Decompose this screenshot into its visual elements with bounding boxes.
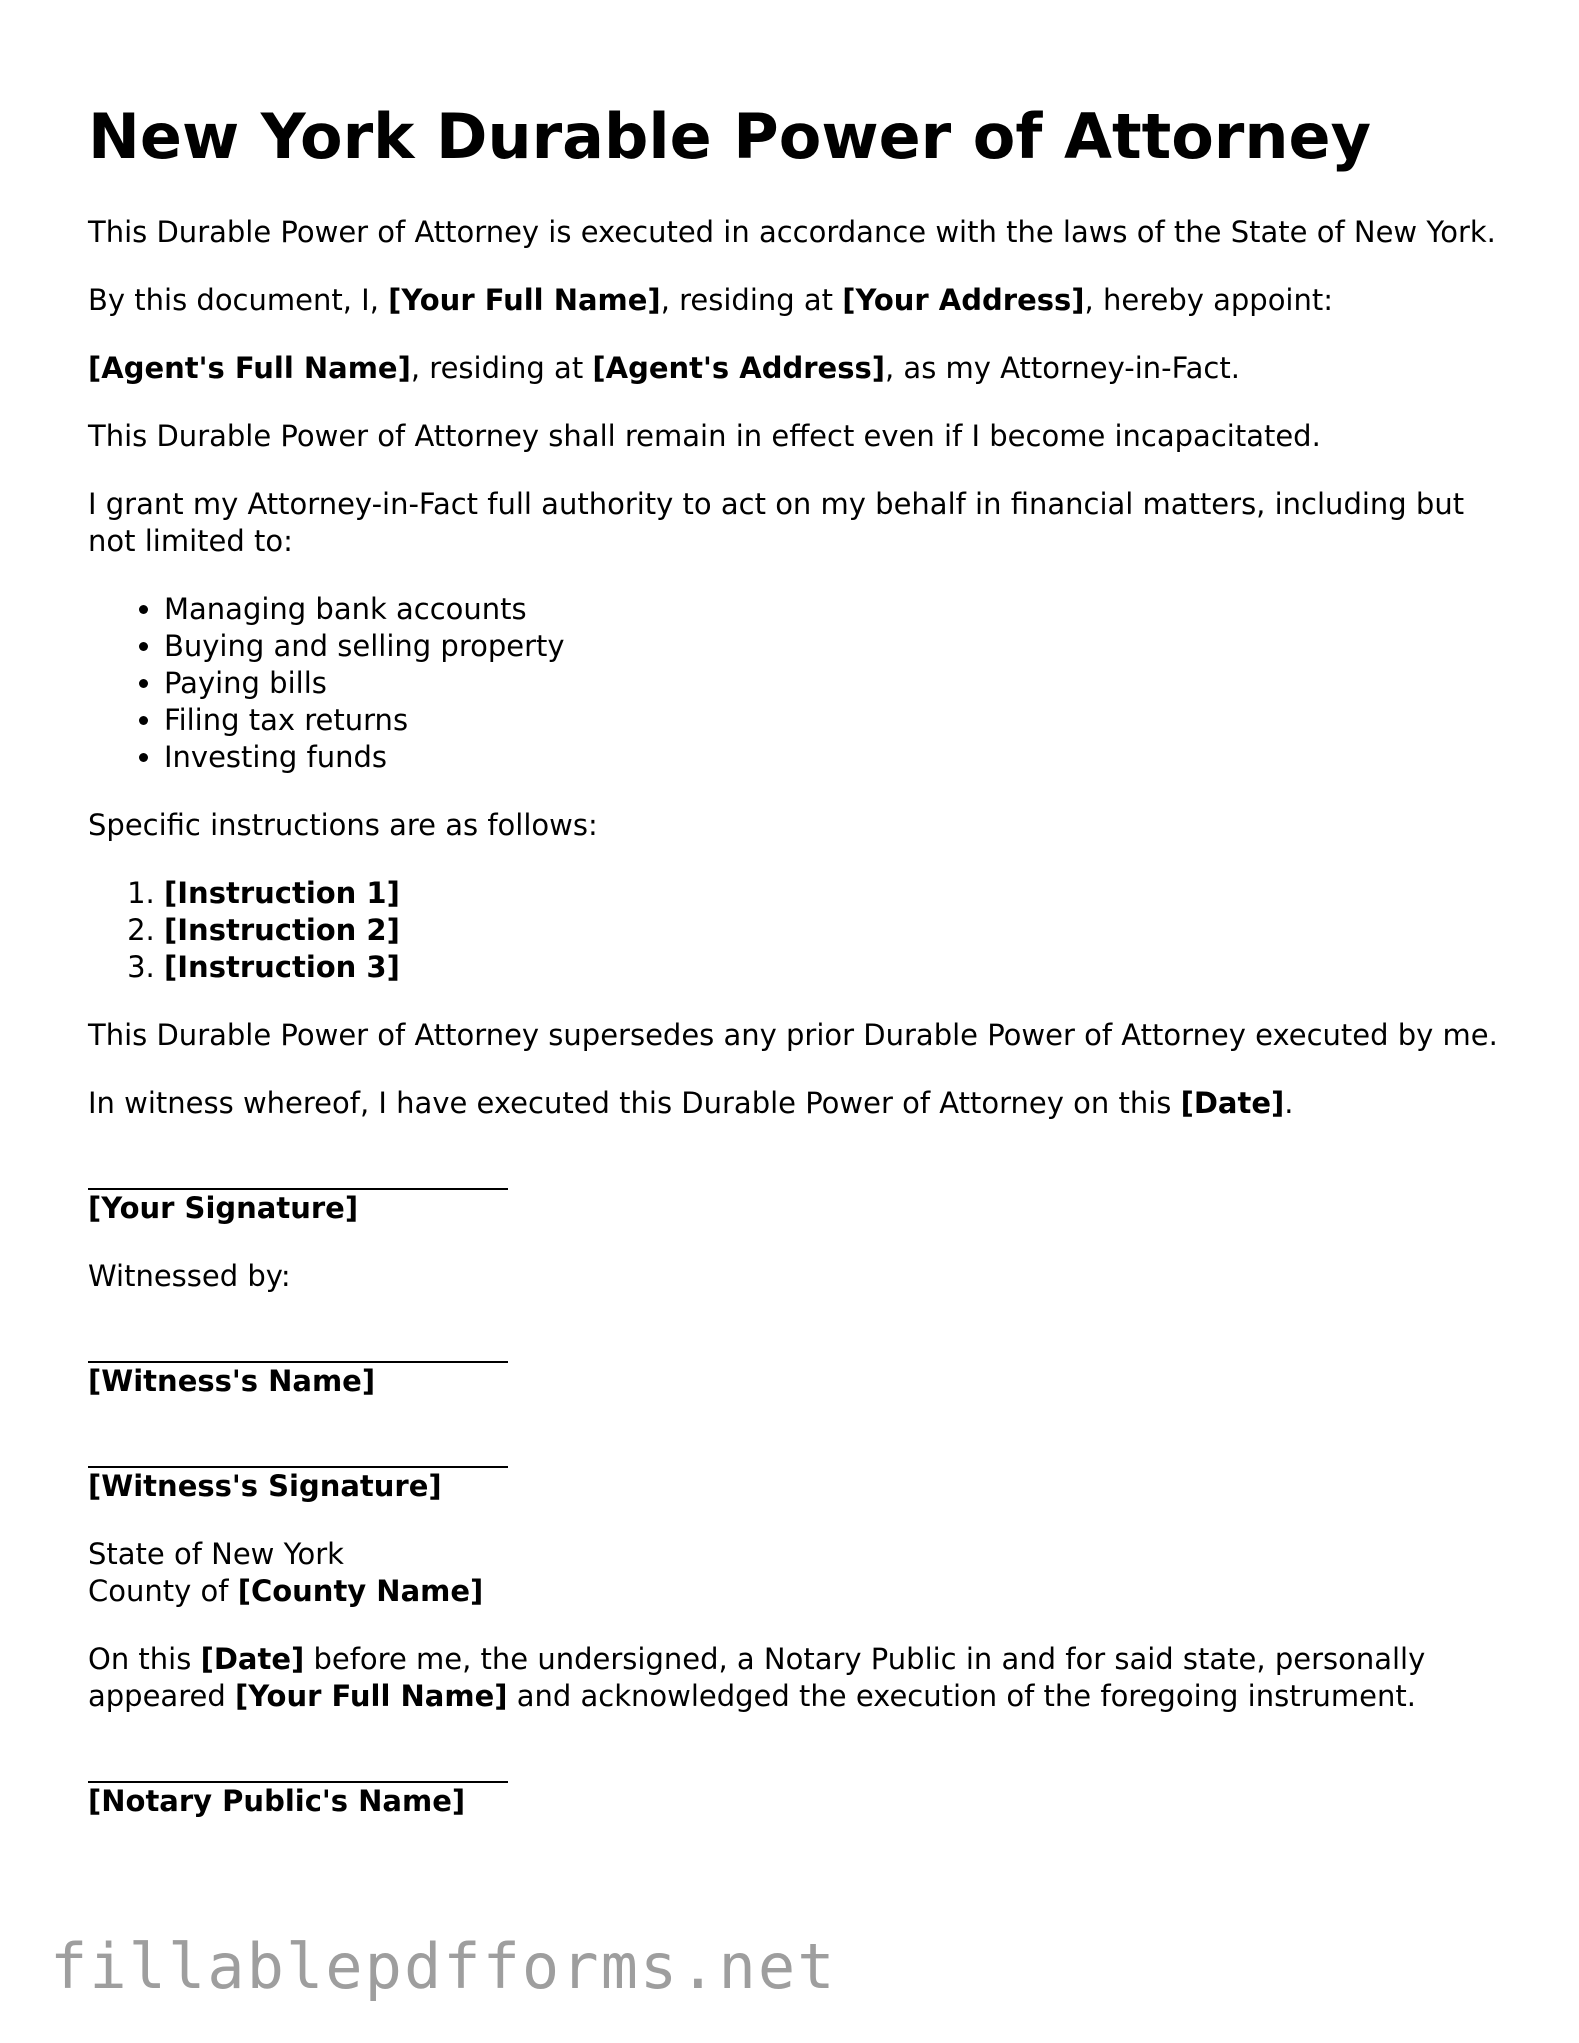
principal-signature-block [88, 1153, 1508, 1227]
signature-line[interactable] [88, 1153, 508, 1190]
agent-paragraph [88, 350, 1508, 387]
signature-line[interactable] [88, 1746, 508, 1783]
instruction-placeholder: [Instruction 1] [164, 876, 400, 911]
agent-name-placeholder: [Agent's Full Name] [88, 351, 411, 386]
date-placeholder: [Date] [200, 1642, 305, 1677]
notary-name-block [88, 1746, 1508, 1820]
venue-county-pre: County of [88, 1574, 238, 1609]
list-item [164, 875, 1508, 912]
instructions-list [88, 875, 1508, 986]
your-signature-label: [Your Signature] [88, 1191, 359, 1226]
agent-address-placeholder: [Agent's Address] [592, 351, 885, 386]
notary-clause-mid: before me, the undersigned, a Notary Public in and for said state, personally appeared [88, 1642, 1426, 1714]
witness-signature-label: [Witness's Signature] [88, 1469, 442, 1504]
witnessed-by-label: Witnessed by: [88, 1259, 291, 1294]
appointment-paragraph [88, 282, 1508, 319]
appoint-text-pre: By this document, I, [88, 283, 389, 318]
agent-text-mid: , residing at [410, 351, 593, 386]
instruction-placeholder: [Instruction 2] [164, 913, 400, 948]
document-title: New York Durable Power of Attorney [88, 100, 1371, 173]
appoint-text-mid: , residing at [660, 283, 843, 318]
county-placeholder: [County Name] [237, 1574, 484, 1609]
witness-name-label: [Witness's Name] [88, 1364, 376, 1399]
list-item: • Investing funds [164, 739, 1508, 776]
principal-name-placeholder: [Your Full Name] [388, 283, 661, 318]
venue-state: State of New York [88, 1537, 344, 1572]
witness-clause-post: . [1284, 1086, 1294, 1121]
signature-line[interactable] [88, 1431, 508, 1468]
notary-clause-pre: On this [88, 1642, 201, 1677]
witness-clause-pre: In witness whereof, I have executed this Durable Power of Attorney on this [88, 1086, 1181, 1121]
principal-name-placeholder: [Your Full Name] [234, 1679, 508, 1714]
witness-signature-block [88, 1431, 1508, 1505]
powers-list [88, 591, 1508, 776]
notary-clause [88, 1641, 1508, 1715]
list-item [164, 912, 1508, 949]
instructions-intro: Specific instructions are as follows: [88, 808, 598, 843]
signature-line[interactable] [88, 1326, 508, 1363]
supersedes-paragraph: This Durable Power of Attorney supersedes any prior Durable Power of Attorney executed by me. [88, 1018, 1498, 1053]
instruction-placeholder: [Instruction 3] [164, 950, 400, 985]
list-item: • Buying and selling property [164, 628, 1508, 665]
durability-paragraph: This Durable Power of Attorney shall remain in effect even if I become incapacitated. [88, 419, 1321, 454]
list-item: • Paying bills [164, 665, 1508, 702]
intro-paragraph: This Durable Power of Attorney is executed in accordance with the laws of the State of New York. [88, 215, 1496, 250]
notary-name-label: [Notary Public's Name] [88, 1784, 466, 1819]
agent-text-post: , as my Attorney-in-Fact. [884, 351, 1240, 386]
appoint-text-post: , hereby appoint: [1084, 283, 1334, 318]
date-placeholder: [Date] [1180, 1086, 1285, 1121]
site-watermark: fillablepdfforms.net [50, 1930, 837, 2003]
list-item: • Filing tax returns [164, 702, 1508, 739]
list-item: • Managing bank accounts [164, 591, 1508, 628]
witness-clause [88, 1085, 1508, 1122]
venue-block [88, 1536, 1508, 1610]
principal-address-placeholder: [Your Address] [842, 283, 1085, 318]
document-page [88, 100, 1508, 1851]
notary-clause-post: and acknowledged the execution of the foregoing instrument. [507, 1679, 1416, 1714]
witness-name-block [88, 1326, 1508, 1400]
grant-paragraph: I grant my Attorney-in-Fact full authority to act on my behalf in financial matters, including but not limited to: [88, 487, 1465, 559]
list-item [164, 949, 1508, 986]
